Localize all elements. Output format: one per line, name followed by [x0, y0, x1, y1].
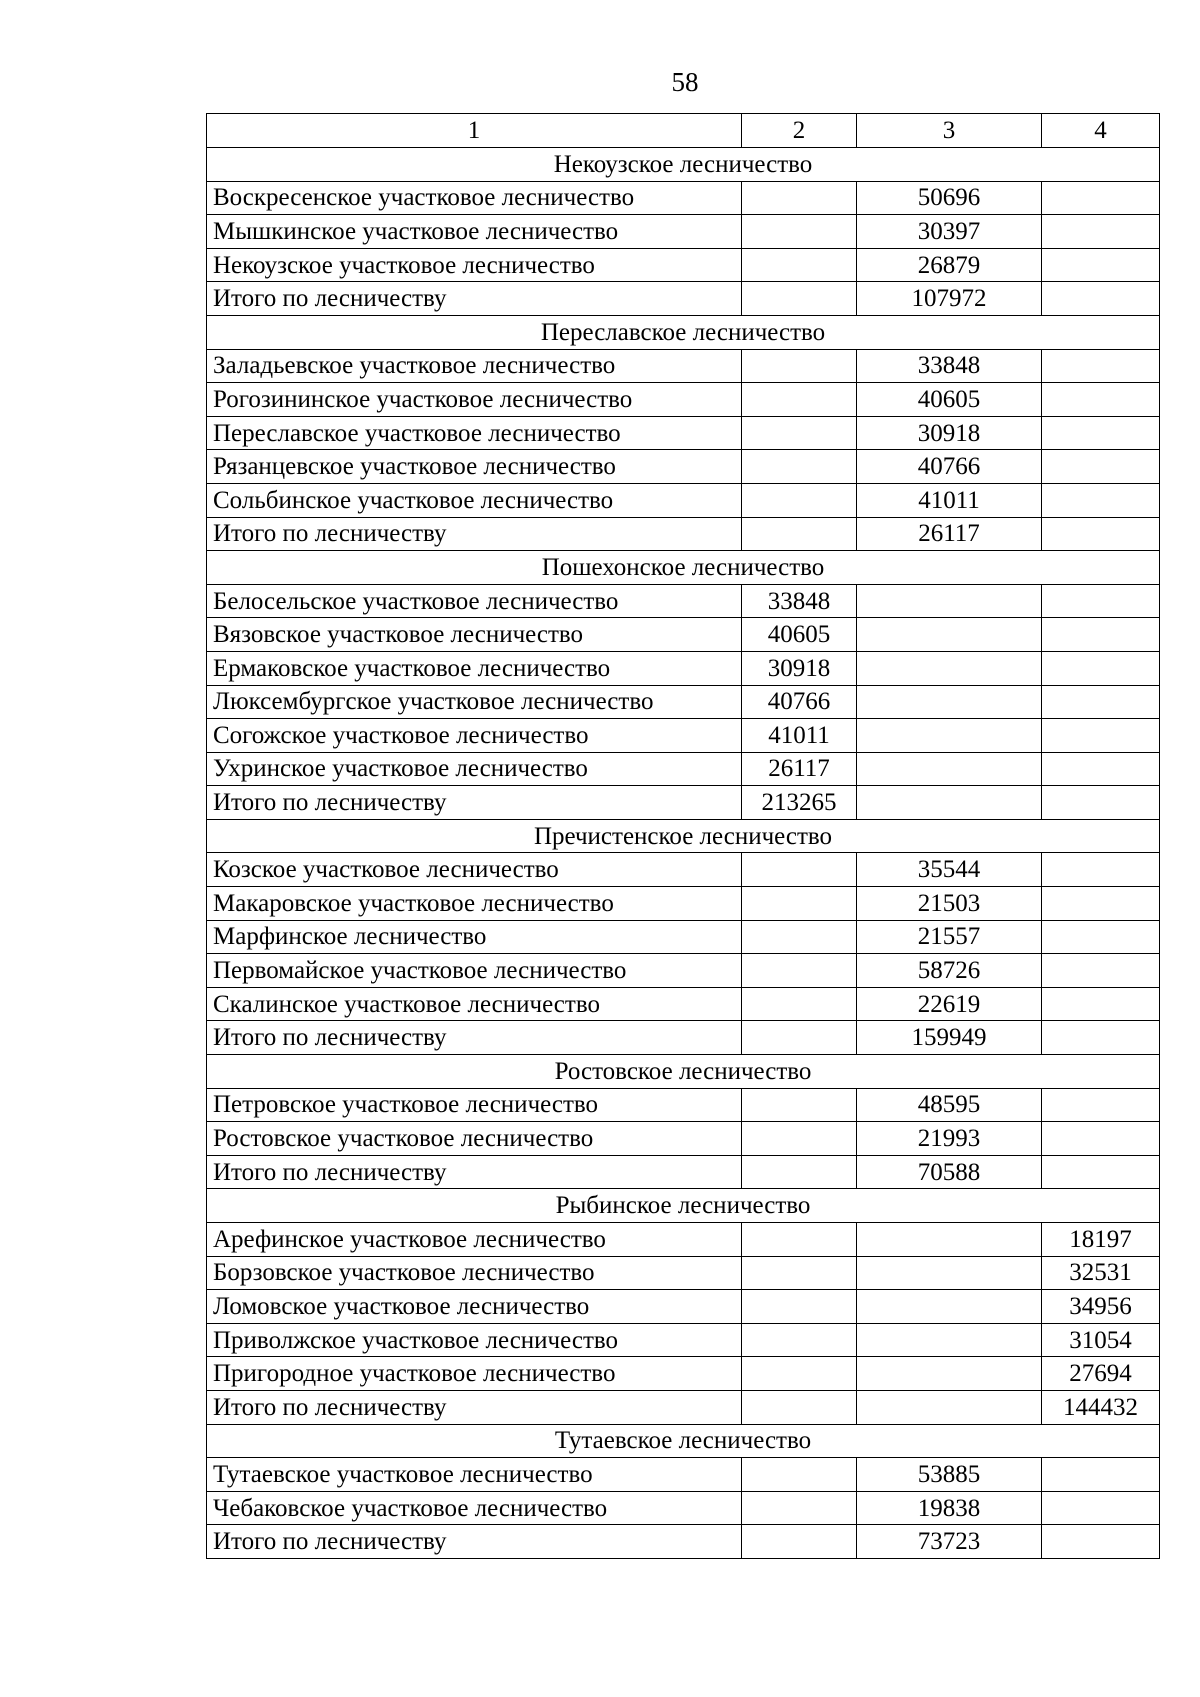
table-row [207, 1323, 1160, 1357]
value-cell-col-4 [1042, 215, 1160, 249]
table-row [207, 450, 1160, 484]
forestry-name-cell: Козское участковое лесничество [207, 853, 742, 887]
value-cell-col-3 [857, 1223, 1042, 1257]
column-header-2: 2 [742, 114, 857, 148]
value-cell-col-3: 33848 [857, 349, 1042, 383]
forestry-name-cell: Белосельское участковое лесничество [207, 584, 742, 618]
value-cell-col-2 [742, 887, 857, 921]
value-cell-col-4 [1042, 685, 1160, 719]
value-cell-col-3: 159949 [857, 1021, 1042, 1055]
value-cell-col-4 [1042, 483, 1160, 517]
forestry-name-cell: Арефинское участковое лесничество [207, 1223, 742, 1257]
value-cell-col-2 [742, 383, 857, 417]
table-row [207, 1458, 1160, 1492]
table-row [207, 1088, 1160, 1122]
value-cell-col-4 [1042, 651, 1160, 685]
value-cell-col-4 [1042, 954, 1160, 988]
forestry-name-cell: Итого по лесничеству [207, 282, 742, 316]
value-cell-col-2 [742, 1223, 857, 1257]
table-row [207, 349, 1160, 383]
forestry-name-cell: Переславское участковое лесничество [207, 416, 742, 450]
value-cell-col-4 [1042, 416, 1160, 450]
value-cell-col-3 [857, 651, 1042, 685]
value-cell-col-3: 19838 [857, 1491, 1042, 1525]
table-row [207, 987, 1160, 1021]
value-cell-col-2 [742, 1323, 857, 1357]
forestry-name-cell: Итого по лесничеству [207, 1525, 742, 1559]
section-header-row [207, 148, 1160, 182]
value-cell-col-2 [742, 483, 857, 517]
value-cell-col-4 [1042, 517, 1160, 551]
table-row [207, 181, 1160, 215]
forestry-name-cell: Люксембургское участковое лесничество [207, 685, 742, 719]
value-cell-col-2: 40766 [742, 685, 857, 719]
forestry-name-cell: Мышкинское участковое лесничество [207, 215, 742, 249]
value-cell-col-4 [1042, 1155, 1160, 1189]
section-title: Пошехонское лесничество [207, 551, 1160, 585]
value-cell-col-4: 144432 [1042, 1390, 1160, 1424]
value-cell-col-3 [857, 685, 1042, 719]
value-cell-col-3: 30918 [857, 416, 1042, 450]
forestry-name-cell: Приволжское участковое лесничество [207, 1323, 742, 1357]
section-header-row [207, 819, 1160, 853]
value-cell-col-2 [742, 853, 857, 887]
value-cell-col-3: 21557 [857, 920, 1042, 954]
value-cell-col-2 [742, 349, 857, 383]
table-row [207, 1491, 1160, 1525]
value-cell-col-3 [857, 1256, 1042, 1290]
value-cell-col-3: 35544 [857, 853, 1042, 887]
value-cell-col-3: 41011 [857, 483, 1042, 517]
value-cell-col-3: 30397 [857, 215, 1042, 249]
forestry-name-cell: Петровское участковое лесничество [207, 1088, 742, 1122]
value-cell-col-3: 21503 [857, 887, 1042, 921]
value-cell-col-2 [742, 450, 857, 484]
column-header-3: 3 [857, 114, 1042, 148]
section-header-row [207, 315, 1160, 349]
section-title: Ростовское лесничество [207, 1055, 1160, 1089]
forestry-name-cell: Ростовское участковое лесничество [207, 1122, 742, 1156]
table-row [207, 1223, 1160, 1257]
forestry-name-cell: Итого по лесничеству [207, 1155, 742, 1189]
value-cell-col-2 [742, 1021, 857, 1055]
value-cell-col-4 [1042, 920, 1160, 954]
value-cell-col-2 [742, 954, 857, 988]
value-cell-col-4 [1042, 1021, 1160, 1055]
table-row [207, 920, 1160, 954]
value-cell-col-3: 58726 [857, 954, 1042, 988]
section-header-row [207, 1055, 1160, 1089]
value-cell-col-2 [742, 1525, 857, 1559]
forestry-name-cell: Тутаевское участковое лесничество [207, 1458, 742, 1492]
value-cell-col-3: 21993 [857, 1122, 1042, 1156]
section-title: Некоузское лесничество [207, 148, 1160, 182]
table-row [207, 248, 1160, 282]
value-cell-col-2 [742, 1458, 857, 1492]
value-cell-col-4: 27694 [1042, 1357, 1160, 1391]
value-cell-col-4: 18197 [1042, 1223, 1160, 1257]
value-cell-col-4 [1042, 1122, 1160, 1156]
table-row [207, 1357, 1160, 1391]
column-header-1: 1 [207, 114, 742, 148]
value-cell-col-2: 33848 [742, 584, 857, 618]
value-cell-col-2: 26117 [742, 752, 857, 786]
table-row [207, 1390, 1160, 1424]
value-cell-col-4: 31054 [1042, 1323, 1160, 1357]
value-cell-col-2 [742, 987, 857, 1021]
value-cell-col-2 [742, 1256, 857, 1290]
value-cell-col-3: 48595 [857, 1088, 1042, 1122]
value-cell-col-3 [857, 584, 1042, 618]
section-title: Тутаевское лесничество [207, 1424, 1160, 1458]
value-cell-col-2 [742, 1122, 857, 1156]
forestry-name-cell: Итого по лесничеству [207, 517, 742, 551]
forestry-name-cell: Сольбинское участковое лесничество [207, 483, 742, 517]
value-cell-col-4: 34956 [1042, 1290, 1160, 1324]
value-cell-col-2: 213265 [742, 786, 857, 820]
value-cell-col-4 [1042, 1491, 1160, 1525]
value-cell-col-3 [857, 1290, 1042, 1324]
value-cell-col-2 [742, 517, 857, 551]
table-row [207, 282, 1160, 316]
table-row [207, 719, 1160, 753]
value-cell-col-4 [1042, 887, 1160, 921]
value-cell-col-3 [857, 752, 1042, 786]
value-cell-col-4 [1042, 383, 1160, 417]
table-row [207, 954, 1160, 988]
value-cell-col-4 [1042, 987, 1160, 1021]
value-cell-col-2: 40605 [742, 618, 857, 652]
value-cell-col-3 [857, 786, 1042, 820]
value-cell-col-4 [1042, 584, 1160, 618]
value-cell-col-2 [742, 181, 857, 215]
forestry-name-cell: Ермаковское участковое лесничество [207, 651, 742, 685]
table-row [207, 887, 1160, 921]
value-cell-col-3 [857, 1357, 1042, 1391]
value-cell-col-3 [857, 1390, 1042, 1424]
page-number: 58 [671, 67, 699, 97]
table-row [207, 1290, 1160, 1324]
value-cell-col-4 [1042, 181, 1160, 215]
forestry-name-cell: Итого по лесничеству [207, 786, 742, 820]
forestry-name-cell: Ломовское участковое лесничество [207, 1290, 742, 1324]
value-cell-col-2: 41011 [742, 719, 857, 753]
table-header-row [207, 114, 1160, 148]
value-cell-col-3: 50696 [857, 181, 1042, 215]
value-cell-col-3 [857, 719, 1042, 753]
table-row [207, 1122, 1160, 1156]
value-cell-col-2 [742, 215, 857, 249]
value-cell-col-4 [1042, 786, 1160, 820]
forestry-name-cell: Марфинское лесничество [207, 920, 742, 954]
table-row [207, 416, 1160, 450]
value-cell-col-2 [742, 1491, 857, 1525]
value-cell-col-2 [742, 920, 857, 954]
value-cell-col-3: 26117 [857, 517, 1042, 551]
section-title: Переславское лесничество [207, 315, 1160, 349]
value-cell-col-2 [742, 282, 857, 316]
section-header-row [207, 551, 1160, 585]
value-cell-col-3: 70588 [857, 1155, 1042, 1189]
value-cell-col-3 [857, 1323, 1042, 1357]
forestry-name-cell: Воскресенское участковое лесничество [207, 181, 742, 215]
value-cell-col-3: 40605 [857, 383, 1042, 417]
table-row [207, 1155, 1160, 1189]
forestry-name-cell: Согожское участковое лесничество [207, 719, 742, 753]
table-row [207, 853, 1160, 887]
value-cell-col-4 [1042, 618, 1160, 652]
forestry-name-cell: Рязанцевское участковое лесничество [207, 450, 742, 484]
table-row [207, 651, 1160, 685]
value-cell-col-4: 32531 [1042, 1256, 1160, 1290]
forestry-name-cell: Вязовское участковое лесничество [207, 618, 742, 652]
value-cell-col-4 [1042, 282, 1160, 316]
section-title: Рыбинское лесничество [207, 1189, 1160, 1223]
forestry-name-cell: Чебаковское участковое лесничество [207, 1491, 742, 1525]
forestry-name-cell: Некоузское участковое лесничество [207, 248, 742, 282]
table-row [207, 584, 1160, 618]
section-header-row [207, 1189, 1160, 1223]
value-cell-col-2 [742, 1390, 857, 1424]
value-cell-col-4 [1042, 1525, 1160, 1559]
table-row [207, 1256, 1160, 1290]
value-cell-col-3: 40766 [857, 450, 1042, 484]
value-cell-col-2 [742, 1155, 857, 1189]
value-cell-col-3: 53885 [857, 1458, 1042, 1492]
value-cell-col-2 [742, 416, 857, 450]
table-row [207, 483, 1160, 517]
table-row [207, 1525, 1160, 1559]
value-cell-col-4 [1042, 1458, 1160, 1492]
value-cell-col-4 [1042, 752, 1160, 786]
table-row [207, 752, 1160, 786]
value-cell-col-2 [742, 1357, 857, 1391]
forestry-table [206, 113, 1160, 1559]
value-cell-col-4 [1042, 1088, 1160, 1122]
value-cell-col-4 [1042, 719, 1160, 753]
column-header-4: 4 [1042, 114, 1160, 148]
forestry-name-cell: Макаровское участковое лесничество [207, 887, 742, 921]
table-row [207, 685, 1160, 719]
table-row [207, 517, 1160, 551]
value-cell-col-2 [742, 1088, 857, 1122]
forestry-name-cell: Борзовское участковое лесничество [207, 1256, 742, 1290]
forestry-name-cell: Ухринское участковое лесничество [207, 752, 742, 786]
value-cell-col-4 [1042, 450, 1160, 484]
forestry-name-cell: Скалинское участковое лесничество [207, 987, 742, 1021]
table-row [207, 215, 1160, 249]
table-row [207, 1021, 1160, 1055]
value-cell-col-4 [1042, 853, 1160, 887]
forestry-name-cell: Итого по лесничеству [207, 1390, 742, 1424]
section-header-row [207, 1424, 1160, 1458]
value-cell-col-3 [857, 618, 1042, 652]
table-row [207, 786, 1160, 820]
value-cell-col-3: 26879 [857, 248, 1042, 282]
forestry-name-cell: Рогозининское участковое лесничество [207, 383, 742, 417]
value-cell-col-3: 107972 [857, 282, 1042, 316]
value-cell-col-3: 22619 [857, 987, 1042, 1021]
forestry-name-cell: Пригородное участковое лесничество [207, 1357, 742, 1391]
section-title: Пречистенское лесничество [207, 819, 1160, 853]
value-cell-col-2 [742, 1290, 857, 1324]
value-cell-col-2 [742, 248, 857, 282]
value-cell-col-4 [1042, 248, 1160, 282]
value-cell-col-2: 30918 [742, 651, 857, 685]
table-row [207, 618, 1160, 652]
forestry-name-cell: Первомайское участковое лесничество [207, 954, 742, 988]
table-body [207, 114, 1160, 1559]
forestry-name-cell: Заладьевское участковое лесничество [207, 349, 742, 383]
value-cell-col-3: 73723 [857, 1525, 1042, 1559]
forestry-name-cell: Итого по лесничеству [207, 1021, 742, 1055]
table-row [207, 383, 1160, 417]
value-cell-col-4 [1042, 349, 1160, 383]
